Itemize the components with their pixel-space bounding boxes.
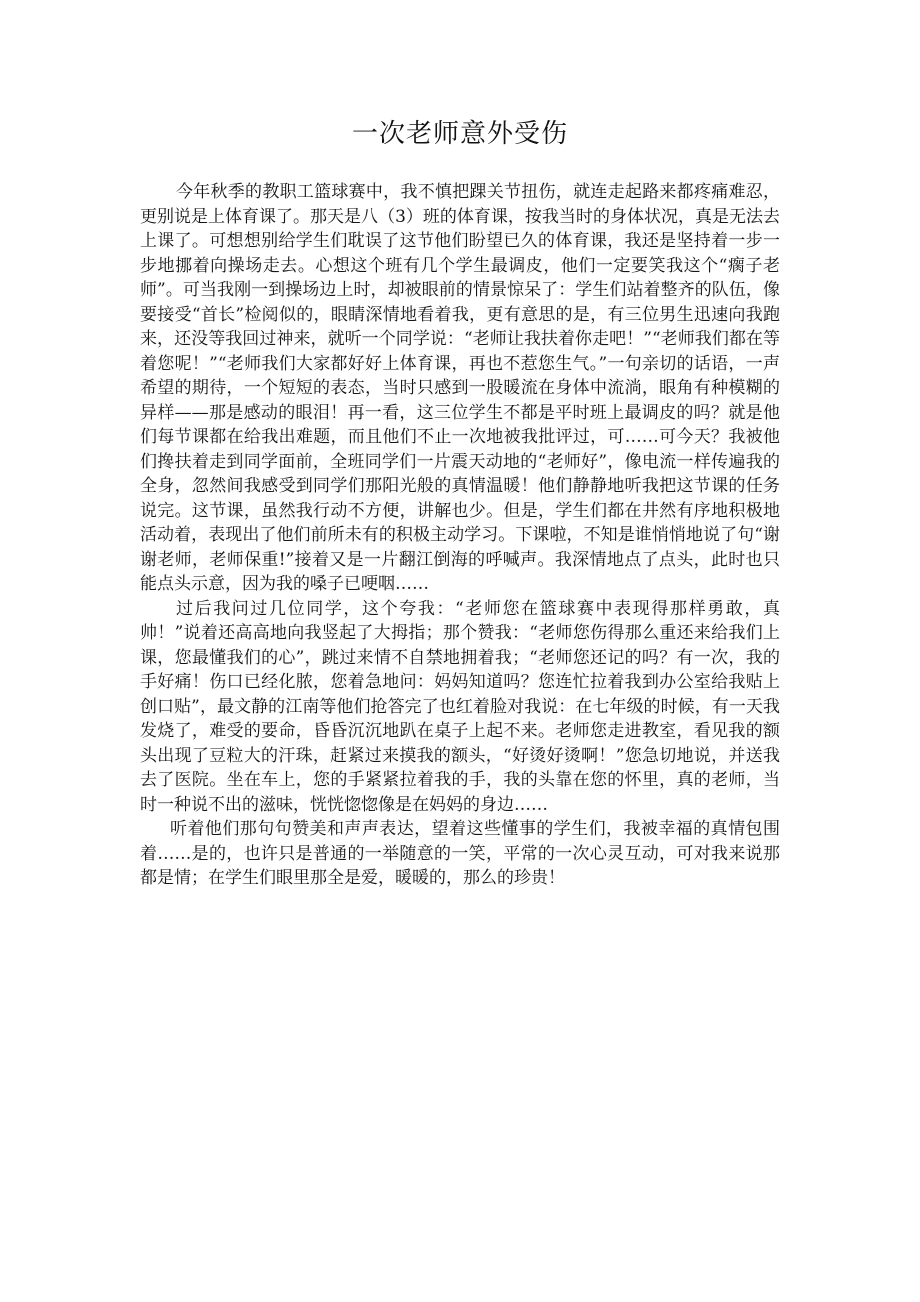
paragraph-3: 听着他们那句句赞美和声声表达，望着这些懂事的学生们，我被幸福的真情包围着……是的，也许只是普通的一举随意的一笑，平常的一次心灵互动，可对我来说那都是情；在学生们眼里那全是爱，暖暖的，那么的珍贵！ (140, 819, 780, 888)
paragraph-1: 今年秋季的教职工篮球赛中，我不慎把踝关节扭伤，就连走起路来都疼痛难忍，更别说是上体育课了。那天是八（3）班的体育课，按我当时的身体状况，真是无法去上课了。可想想别给学生们耽误了这节他们盼望已久的体育课，我还是坚持着一步一步地挪着向操场走去。心想这个班有几个学生最调皮，他们一定要笑我这个“瘸子老师”。可当我刚一到操场边上时，却被眼前的情景惊呆了：学生们站着整齐的队伍，像要接受“首长”检阅似的，眼睛深情地看着我，更有意思的是，有三位男生迅速向我跑来，还没等我回过神来，就听一个同学说：“老师让我扶着你走吧！”“老师我们都在等着您呢！”“老师我们大家都好好上体育课，再也不惹您生气。”一句亲切的话语，一声希望的期待，一个短短的表态，当时只感到一股暖流在身体中流淌，眼角有种模糊的异样——那是感动的眼泪！再一看，这三位学生不都是平时班上最调皮的吗？就是他们每节课都在给我出难题，而且他们不止一次地被我批评过，可……可今天？我被他们搀扶着走到同学面前，全班同学们一片震天动地的“老师好”，像电流一样传遍我的全身，忽然间我感受到同学们那阳光般的真情温暖！他们静静地听我把这节课的任务说完。这节课，虽然我行动不方便，讲解也少。但是，学生们都在井然有序地积极地活动着，表现出了他们前所未有的积极主动学习。下课啦，不知是谁悄悄地说了句“谢谢老师，老师保重!”接着又是一片翻江倒海的呼喊声。我深情地点了点头，此时也只能点头示意，因为我的嗓子已哽咽…… (140, 182, 780, 594)
paragraph-2: 过后我问过几位同学，这个夸我：“老师您在篮球赛中表现得那样勇敢，真帅！”说着还高高地向我竖起了大拇指；那个赞我：“老师您伤得那么重还来给我们上课，您最懂我们的心”，跳过来情不自禁地拥着我；“老师您还记的吗？有一次，我的手好痛！伤口已经化脓，您着急地问：妈妈知道吗？您连忙拉着我到办公室给我贴上创口贴”，最文静的江南等他们抢答完了也红着脸对我说：在七年级的时候，有一天我发烧了，难受的要命，昏昏沉沉地趴在桌子上起不来。老师您走进教室，看见我的额头出现了豆粒大的汗珠，赶紧过来摸我的额头，“好烫好烫啊！”您急切地说，并送我去了医院。坐在车上，您的手紧紧拉着我的手，我的头靠在您的怀里，真的老师，当时一种说不出的滋味，恍恍惚惚像是在妈妈的身边…… (140, 598, 780, 815)
document-body (140, 180, 780, 891)
document-title: 一次老师意外受伤 (351, 119, 568, 149)
